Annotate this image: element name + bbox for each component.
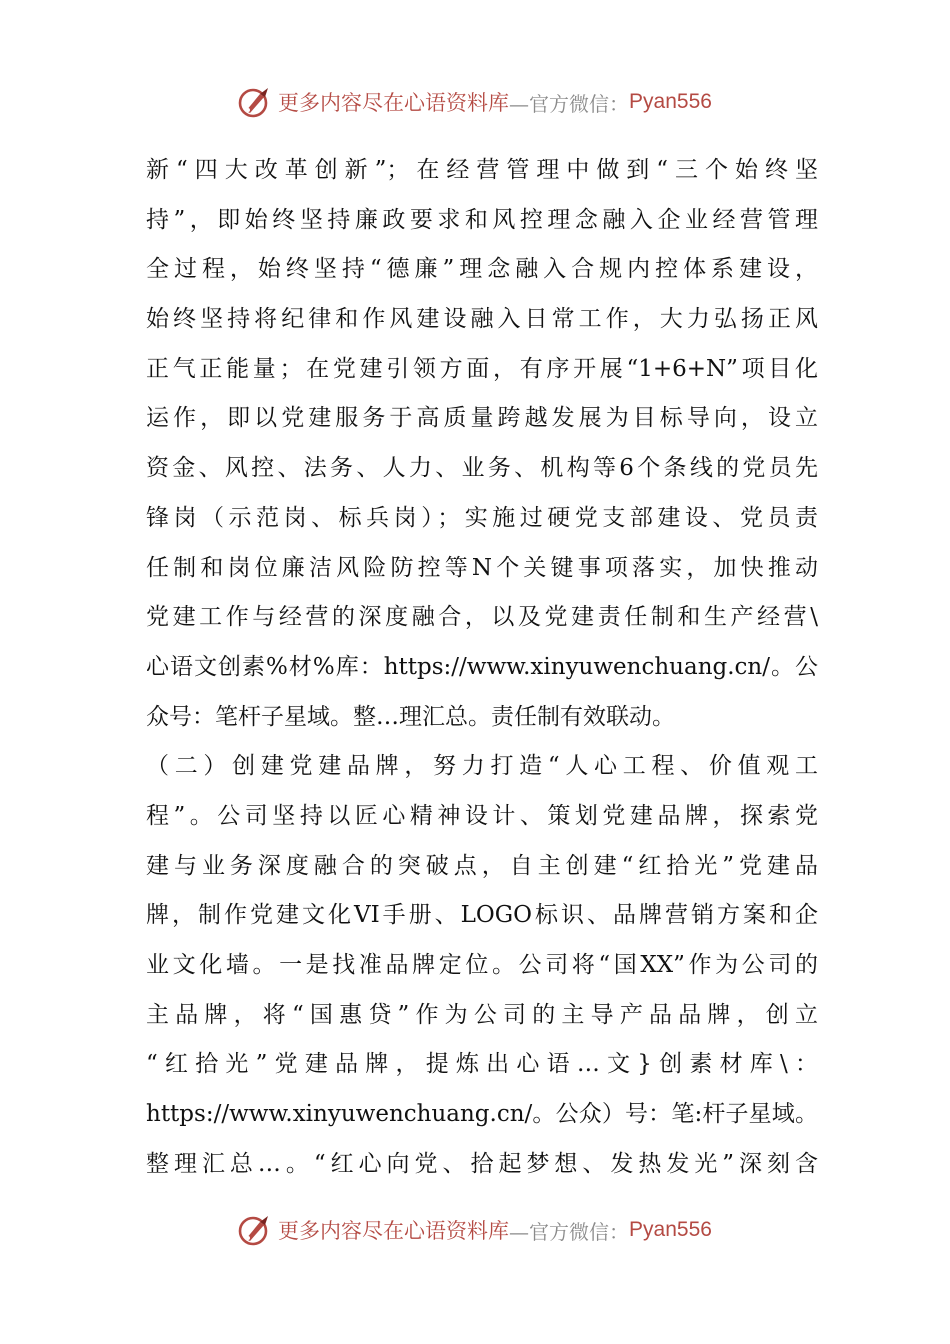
banner-brand-text: 更多内容尽在心语资料库 [278, 91, 510, 115]
text-line: 主品牌，将“国惠贷”作为公司的主导产品品牌，创立 [146, 1001, 818, 1028]
banner-wechat-id: Pyan556 [629, 90, 712, 113]
banner-official-text: —官方微信： [509, 91, 630, 116]
text-line: 心语文创素%材%库：https://www.xinyuwenchuang.cn/。公 [146, 653, 818, 680]
text-line: 新“四大改革创新”；在经营管理中做到“三个始终坚 [146, 157, 818, 183]
text-line: 全过程，始终坚持“德廉”理念融入合规内控体系建设， [146, 256, 818, 283]
text-line: 运作，即以党建服务于高质量跨越发展为目标导向，设立 [146, 405, 818, 432]
pen-logo-icon [238, 1213, 272, 1247]
header-banner [0, 80, 950, 124]
text-line: https://www.xinyuwenchuang.cn/。公众）号：笔:杆子星域。 [146, 1101, 818, 1128]
text-line: 牌，制作党建文化VI手册、LOGO标识、品牌营销方案和企 [146, 902, 818, 929]
footer-banner [0, 1208, 950, 1252]
text-line: 资金、风控、法务、人力、业务、机构等6个条线的党员先 [146, 455, 818, 482]
banner-wechat-id: Pyan556 [629, 1218, 712, 1241]
text-line: 程”。公司坚持以匠心精神设计、策划党建品牌，探索党 [146, 802, 818, 829]
text-line: 党建工作与经营的深度融合，以及党建责任制和生产经营\ [146, 604, 818, 631]
text-line: “红拾光”党建品牌，提炼出心语…文}创素材库\： [146, 1051, 818, 1078]
text-line: 众号：笔杆子星域。整…理汇总。责任制有效联动。 [146, 703, 675, 730]
pen-logo-icon [238, 85, 272, 119]
text-line: 锋岗（示范岗、标兵岗）；实施过硬党支部建设、党员责 [146, 504, 818, 531]
document-body [146, 146, 818, 1189]
text-line: 任制和岗位廉洁风险防控等N个关键事项落实，加快推动 [146, 554, 818, 581]
text-line: 业文化墙。一是找准品牌定位。公司将“国XX”作为公司的 [146, 952, 818, 978]
text-line: 持”，即始终坚持廉政要求和风控理念融入企业经营管理 [146, 206, 818, 233]
banner-official-text: —官方微信： [509, 1219, 630, 1244]
text-line: 整理汇总…。“红心向党、拾起梦想、发热发光”深刻含 [146, 1150, 818, 1177]
text-line: 建与业务深度融合的突破点，自主创建“红拾光”党建品 [146, 852, 818, 879]
text-line: 正气正能量；在党建引领方面，有序开展“1+6+N”项目化 [146, 355, 818, 382]
banner-brand-text: 更多内容尽在心语资料库 [278, 1219, 510, 1243]
text-line: 始终坚持将纪律和作风建设融入日常工作，大力弘扬正风 [146, 306, 818, 333]
text-line: （二）创建党建品牌，努力打造“人心工程、价值观工 [146, 753, 818, 780]
